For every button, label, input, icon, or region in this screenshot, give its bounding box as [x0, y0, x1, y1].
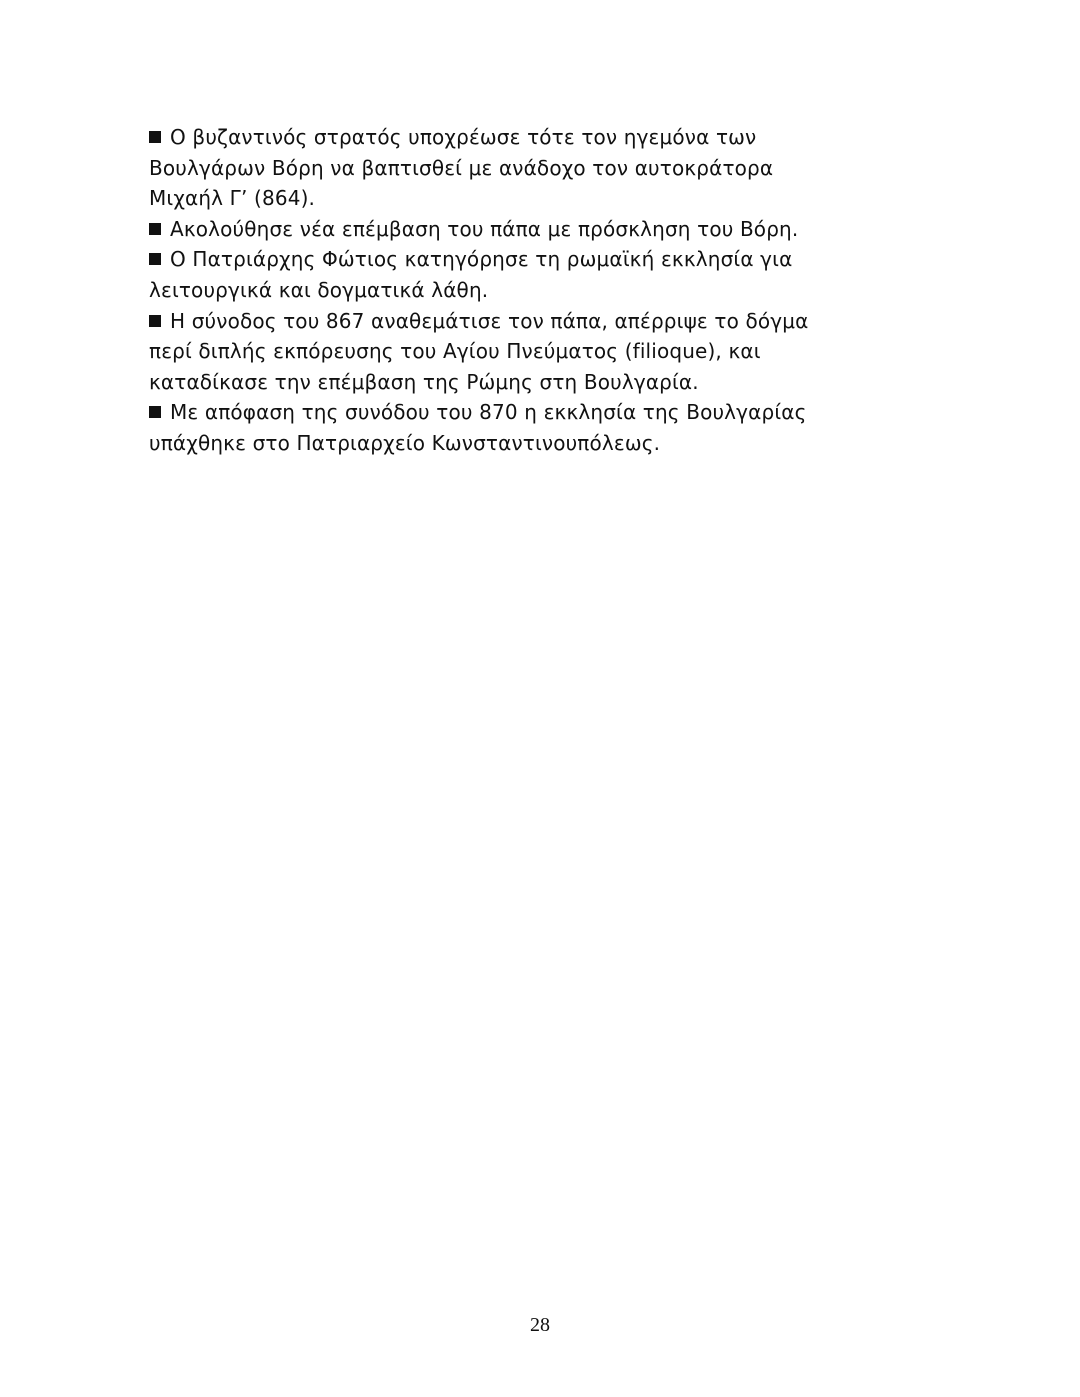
list-item-line	[149, 214, 849, 245]
list-item-line: υπάχθηκε στο Πατριαρχείο Κωνσταντινουπόλεως.	[149, 430, 661, 455]
list-item-line	[149, 397, 849, 428]
square-bullet-icon	[149, 315, 161, 327]
list-item	[149, 397, 849, 458]
list-item	[149, 306, 849, 398]
list-item-line	[149, 306, 849, 337]
list-item-line: λειτουργικά και δογματικά λάθη.	[149, 277, 489, 302]
list-item-line: Μιχαήλ Γ’ (864).	[149, 186, 316, 211]
square-bullet-icon	[149, 131, 161, 143]
list-item	[149, 214, 849, 245]
page-number: 28	[530, 1314, 550, 1336]
list-item-line: καταδίκασε την επέμβαση της Ρώμης στη Βουλγαρία.	[149, 369, 699, 394]
list-item-line	[149, 244, 849, 275]
list-item-text: Η σύνοδος του 867 αναθεμάτισε τον πάπα, απέρριψε το δόγμα	[170, 308, 809, 333]
square-bullet-icon	[149, 223, 161, 235]
list-item	[149, 244, 849, 305]
list-item-line	[149, 122, 849, 153]
list-item-text: Με απόφαση της συνόδου του 870 η εκκλησία της Βουλγαρίας	[170, 400, 807, 425]
list-item-line: περί διπλής εκπόρευσης του Αγίου Πνεύματος (filioque), και	[149, 339, 761, 364]
list-item-text: Ο Πατριάρχης Φώτιος κατηγόρησε τη ρωμαϊκή εκκλησία για	[170, 247, 793, 272]
list-item-text: Ο βυζαντινός στρατός υποχρέωσε τότε τον ηγεμόνα των	[170, 125, 757, 149]
bullet-list	[149, 122, 849, 459]
square-bullet-icon	[149, 406, 161, 418]
square-bullet-icon	[149, 253, 161, 265]
list-item-text: Ακολούθησε νέα επέμβαση του πάπα με πρόσκληση του Βόρη.	[170, 216, 799, 241]
list-item	[149, 122, 849, 214]
list-item-line: Βουλγάρων Βόρη να βαπτισθεί με ανάδοχο τον αυτοκράτορα	[149, 155, 774, 180]
